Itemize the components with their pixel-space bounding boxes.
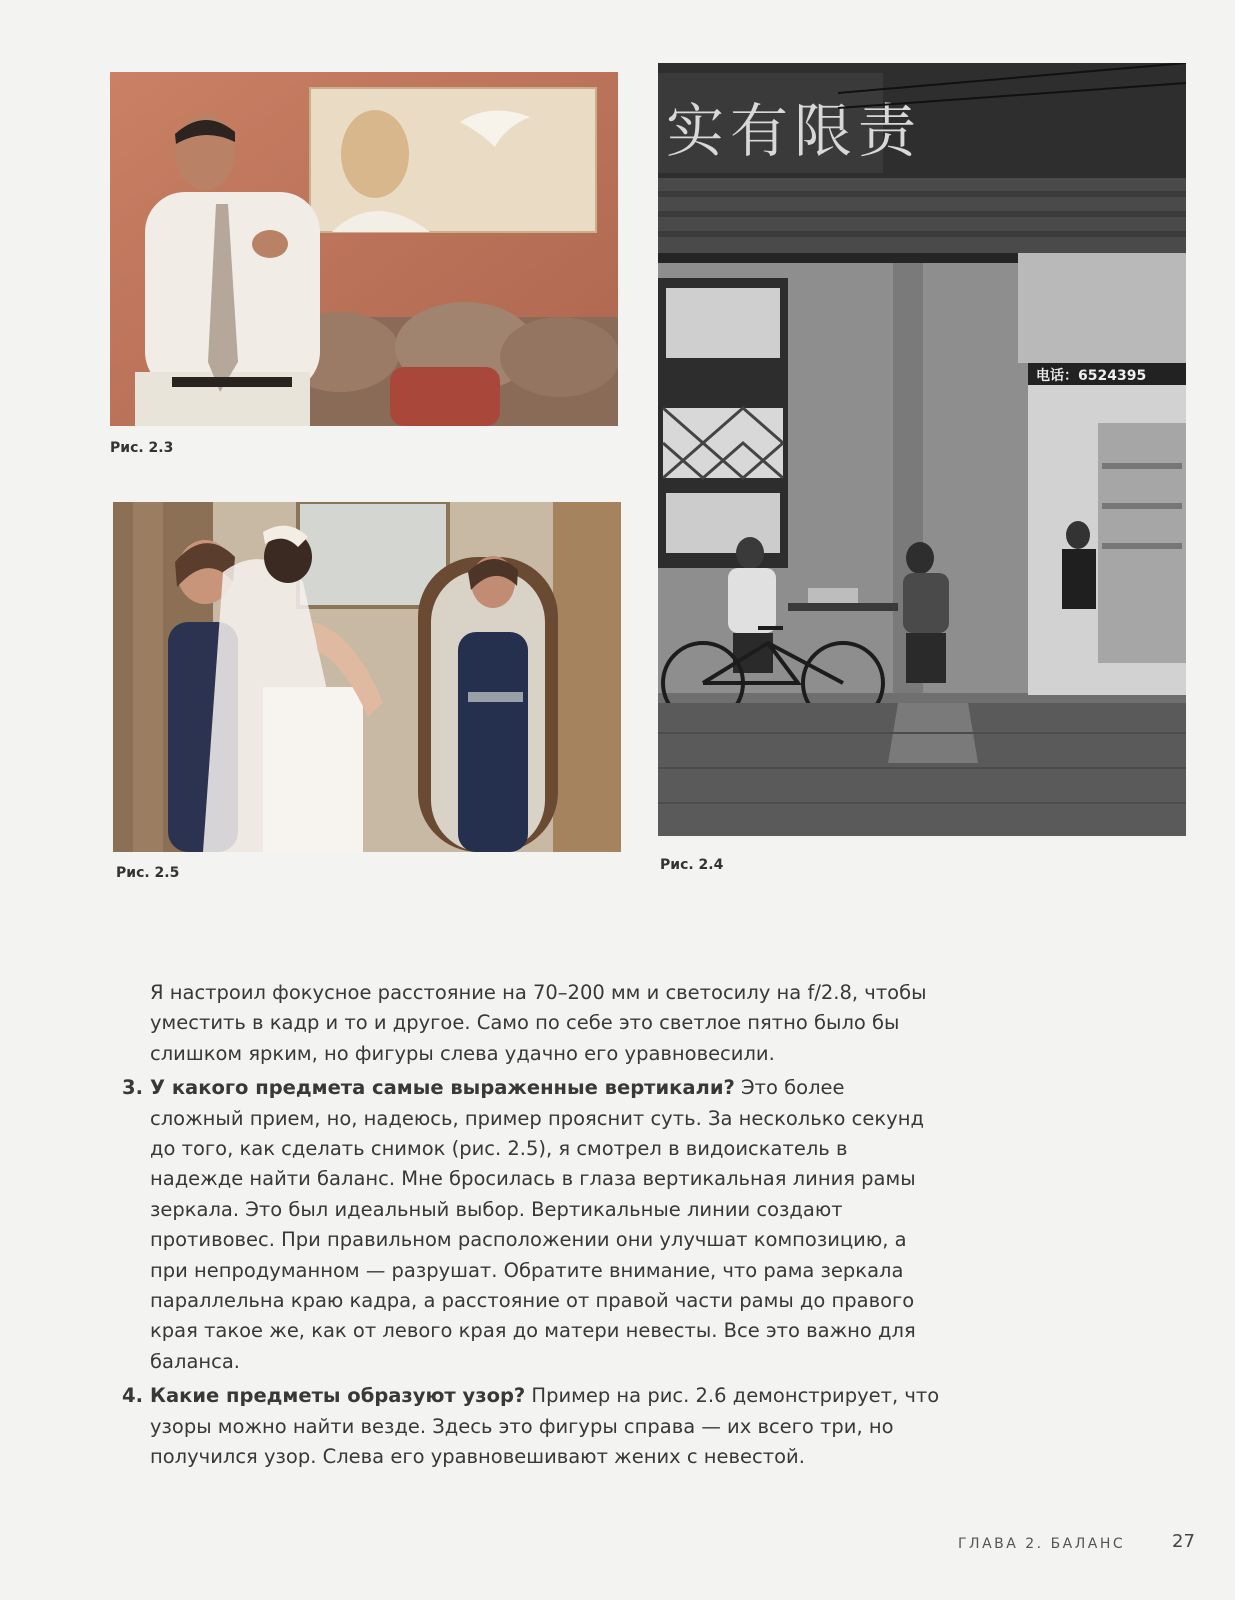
shop-phone-text: 电话：6524395 [1036,368,1147,384]
page-number: 27 [1172,1531,1195,1552]
intro-paragraph: Я настроил фокусное расстояние на 70–200 мм и светосилу на f/2.8, чтобы уместить в кадр и то и другое. Само по себе это светлое пятно было бы слишком ярким, но фигуры слева удачно его уравновесили. [150,981,927,1065]
photo-groom-cufflinks [110,72,618,426]
list-item-text: Пример на рис. 2.6 демонстрирует, что узоры можно найти везде. Здесь это фигуры справа — их всего три, но получился узор. Слева его уравновешивают жених с невестой. [150,1384,940,1469]
figure-caption-2-4: Рис. 2.4 [660,857,724,873]
list-item-question: Какие предметы образуют узор? [150,1384,526,1408]
running-footer-chapter: ГЛАВА 2. БАЛАНС [958,1536,1126,1552]
sign-chinese-text: 实有限责 [666,97,923,165]
list-item-3 [122,1073,940,1377]
photo-bride-illustration [113,502,621,852]
figure-caption-2-5: Рис. 2.5 [116,865,180,881]
photo-bride-mirror [113,502,621,852]
list-item-number: 3. [122,1076,143,1100]
figure-caption-2-3: Рис. 2.3 [110,440,174,456]
photo-street-scene [658,63,1186,836]
list-item-question: У какого предмета самые выраженные вертикали? [150,1076,735,1100]
list-item-number: 4. [122,1384,143,1408]
list-item-text: Это более сложный прием, но, надеюсь, пример прояснит суть. За несколько секунд до того, как сделать снимок (рис. 2.5), я смотрел в видоискатель в надежде найти баланс. Мне бросилась в глаза вертикальная линия рамы зеркала. Это был идеальный выбор. Вертикальные линии создают противовес. При правильном расположении они улучшат композицию, а при непродуманном — разрушат. Обратите внимание, что рама зеркала параллельна краю кадра, а расстояние от правой части рамы до правого края такое же, как от левого края до матери невесты. Все это важно для баланса. [150,1076,924,1373]
list-item-4 [122,1381,940,1472]
body-text [122,978,940,1473]
photo-street-illustration [658,63,1186,836]
photo-groom-illustration [110,72,618,426]
